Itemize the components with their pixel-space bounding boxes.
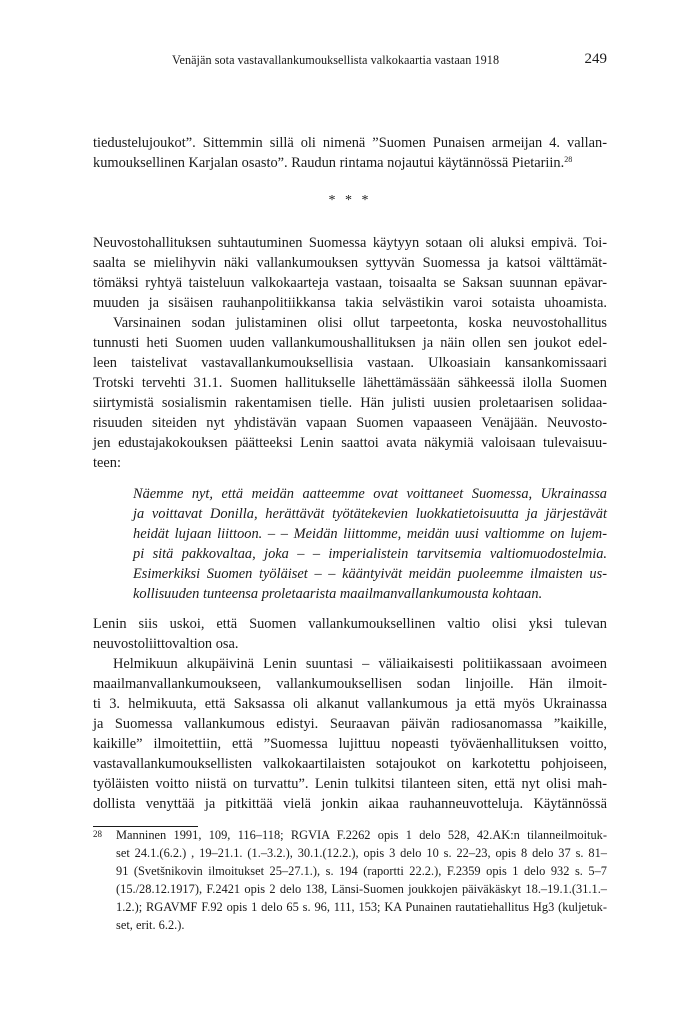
quote-line: Esimerkiksi Suomen työläiset – – kääntyivät meidän puoleemme ilmaisten us-	[133, 566, 607, 582]
text-line: tömäksi ryhtyä taisteluun valkokaarteja vastaan, toisaalta se Saksan suunnan epävar-	[93, 275, 607, 291]
text-line: dollista venyttää ja pitkittää vielä jonkin aikaa rauhanneuvotteluja. Käytännössä	[93, 796, 607, 812]
quote-line: ja voittavat Donilla, herättävät työtätekevien luokkatietoisuutta ja järjestävät	[133, 506, 607, 522]
text-line: Neuvostohallituksen suhtautuminen Suomessa käytyyn sotaan oli aluksi empivä. Toi-	[93, 235, 607, 251]
text-line: ja Suomessa vallankumous edistyi. Seuraavan päivän radiosanomassa ”kaikille,	[93, 716, 607, 732]
text-line: muuden ja sisäisen rauhanpolitiikkansa takia selvästikin varoi sotaista uhoamista.	[93, 295, 607, 311]
text-line: Helmikuun alkupäivinä Lenin suuntasi – väliaikaisesti politiikassaan avoimeen	[113, 656, 607, 672]
text-line: tunnusti heti Suomen uuden vallankumoushallituksen ja näin ollen sen joukot edel-	[93, 335, 607, 351]
text-line: jen edustajakokouksen päätteeksi Lenin saattoi avata näkymiä valoisaan tulevaisuu-	[93, 435, 607, 451]
text-line: saalta se mielihyvin näki vallankumouksen syttyvän Suomessa ja katsoi välttämät-	[93, 255, 607, 271]
quote-line: heidät lujaan liittoon. – – Meidän liittomme, meidän uusi valtiomme on lujem-	[133, 526, 607, 542]
text-line: tiedustelujoukot”. Sittemmin sillä oli nimenä ”Suomen Punaisen armeijan 4. vallan-	[93, 135, 607, 151]
text-line: leen taistelivat vastavallankumouksellisia vastaan. Ulkoasiain kansankomissaari	[93, 355, 607, 371]
quote-line: kollisuuden tunteensa proletaarista maailmanvallankumousta kohtaan.	[133, 586, 543, 602]
quote-line: Näemme nyt, että meidän aatteemme ovat voittaneet Suomessa, Ukrainassa	[133, 486, 607, 502]
footnote-line: 1.2.); RGAVMF F.92 opis 1 delo 65 s. 96, 111, 153; KA Punainen rautatiehallitus Hg3 (kuljetuk-	[116, 900, 607, 914]
text-line: työläisten voitto niistä on turvattu”. Lenin tulkitsi tilanteen siten, että nyt olisi mah-	[93, 776, 607, 792]
text-line: Varsinainen sodan julistaminen olisi ollut tarpeetonta, koska neuvostohallitus	[113, 315, 607, 331]
text-line: teen:	[93, 455, 121, 471]
quote-line: pi sitä pakkovaltaa, joka – – imperialistein tarvitsemia valtiomuodostelmia.	[133, 546, 607, 562]
footnote-line: Manninen 1991, 109, 116–118; RGVIA F.2262 opis 1 delo 528, 42.AK:n tilanneilmoituk-	[116, 828, 607, 842]
footnote-line: set 24.1.(6.2.) , 19–21.1. (1.–3.2.), 30.1.(12.2.), opis 3 delo 10 s. 22–23, opis 8 delo 37 s. 81–	[116, 846, 607, 860]
footnote-line: 91 (Svetšnikovin ilmoitukset 25–27.1.), s. 194 (raportti 22.2.), F.2359 opis 1 delo 932 s. 5–7	[116, 864, 607, 878]
page-number: 249	[584, 51, 607, 67]
text-line: risuuden siteiden nyt yhdistävän vapaan Suomen vapaaseen Venäjään. Neuvosto-	[93, 415, 607, 431]
footnote-reference: 28	[564, 155, 573, 164]
text-line: siirtymistä sosialismin rakentamisen tielle. Hän julisti uusien proletaarisen solidaa-	[93, 395, 607, 411]
text-line: ti 3. helmikuuta, että Saksassa oli alkanut vallankumous ja että myös Ukrainassa	[93, 696, 607, 712]
text-line: maailmanvallankumoukseen, vallankumouksellisen sodan linjoille. Hän ilmoit-	[93, 676, 607, 692]
text-line: Lenin siis uskoi, että Suomen vallankumouksellinen valtio olisi yksi tulevan	[93, 616, 607, 632]
text-line-content: kumouksellinen Karjalan osasto”. Raudun rintama nojautui käytännössä Pietariin.	[93, 155, 565, 171]
text-line: vastavallankumouksellisten valkokaartilaisten sotajoukot on karkotettu pohjoiseen,	[93, 756, 607, 772]
footnote-line: set, erit. 6.2.).	[116, 918, 185, 932]
text-line: kaikille” ilmoitettiin, että ”Suomessa lujittuu nopeasti työväenhallituksen voitto,	[93, 736, 607, 752]
running-head	[172, 51, 607, 71]
text-line	[93, 153, 607, 173]
section-separator: * * *	[328, 193, 372, 208]
text-line: Trotski tervehti 31.1. Suomen hallitukselle lähettämässään sähkeessä ilolla Suomen	[93, 375, 607, 391]
running-title: Venäjän sota vastavallankumouksellista valkokaartia vastaan 1918	[172, 53, 500, 67]
text-line: neuvostoliittovaltion osa.	[93, 636, 239, 652]
footnote-line: (15./28.12.1917), F.2421 opis 2 delo 138, Länsi-Suomen joukkojen päiväkäskyt 18.–19.1.(31.1.–	[116, 882, 607, 896]
footnote-number: 28	[93, 829, 102, 839]
